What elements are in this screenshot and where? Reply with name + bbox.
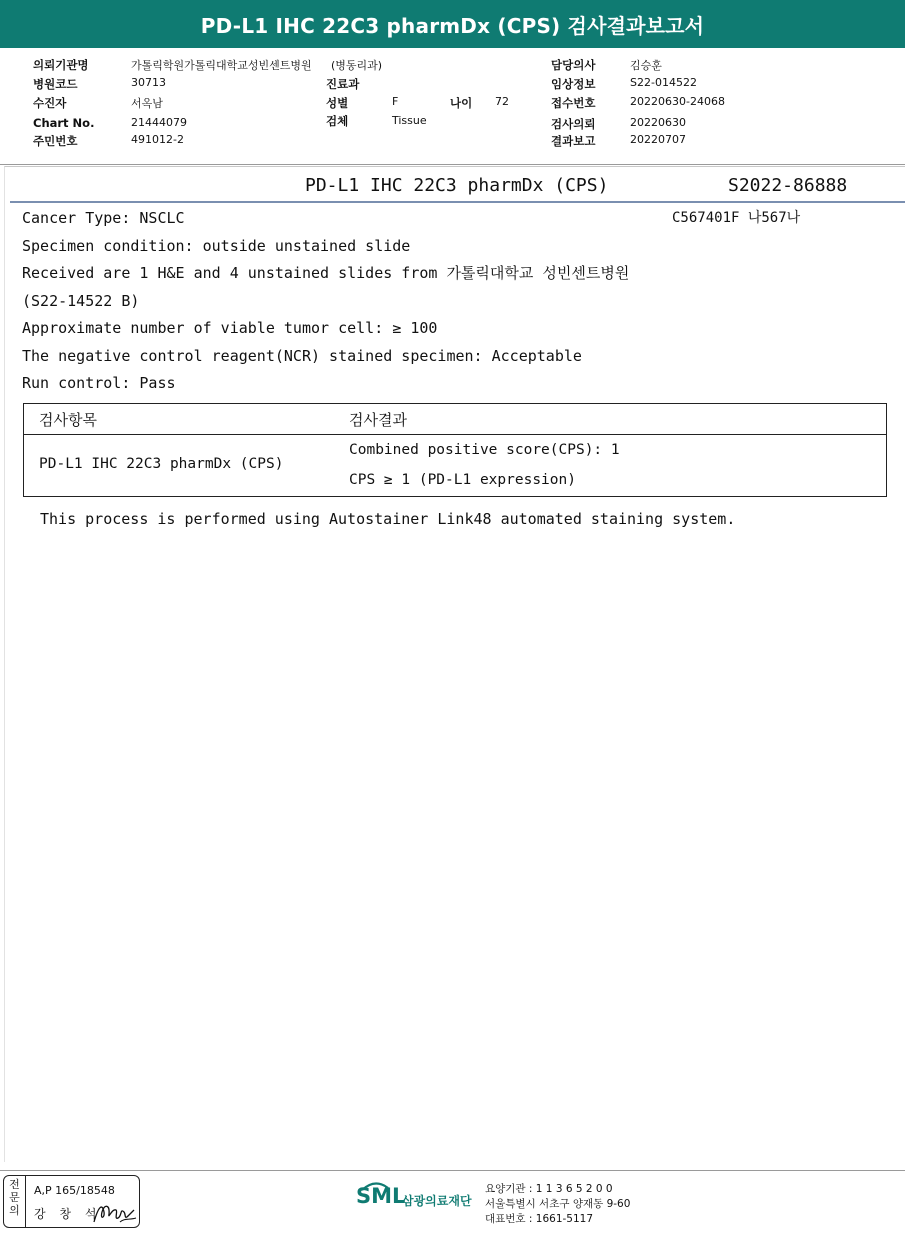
- hospital-code: 30713: [131, 76, 166, 89]
- label-resident-no: 주민번호: [33, 134, 78, 148]
- request-date: 20220630: [630, 116, 686, 129]
- viable-tumor-cells: Approximate number of viable tumor cell: ≥ 100: [22, 319, 438, 337]
- test-name: PD-L1 IHC 22C3 pharmDx (CPS): [305, 175, 609, 196]
- label-report-date: 결과보고: [551, 134, 596, 148]
- cancer-type: Cancer Type: NSCLC: [22, 209, 185, 227]
- table-header: [24, 404, 886, 435]
- header-rule: [10, 201, 905, 203]
- specimen-condition: Specimen condition: outside unstained slide: [22, 236, 411, 255]
- ap-number: A,P 165/18548: [34, 1184, 115, 1197]
- stamp-side-label: 전문의: [4, 1176, 26, 1227]
- label-doctor: 담당의사: [551, 58, 596, 72]
- address: 서울특별시 서초구 양재동 9-60: [485, 1198, 631, 1210]
- patient-name: 서옥남: [131, 97, 163, 110]
- result-table: [23, 403, 887, 497]
- report-body: [22, 207, 629, 400]
- footer-divider: [0, 1170, 905, 1171]
- received-slides: Received are 1 H&E and 4 unstained slides from 가톨릭대학교 성빈센트병원: [22, 264, 630, 282]
- divider: [0, 164, 905, 165]
- sml-logo: [356, 1182, 476, 1222]
- patient-info: [0, 55, 905, 165]
- run-control: Run control: Pass: [22, 374, 176, 392]
- label-patient: 수진자: [33, 96, 67, 110]
- label-department: 진료과: [326, 77, 360, 91]
- cps-interpretation: CPS ≥ 1 (PD-L1 expression): [349, 472, 576, 488]
- label-chart-no: Chart No.: [33, 116, 95, 130]
- process-note: This process is performed using Autostainer Link48 automated staining system.: [40, 510, 736, 528]
- negative-control: The negative control reagent(NCR) stained specimen: Acceptable: [22, 346, 582, 365]
- phone: 대표번호 : 1661-5117: [485, 1213, 594, 1225]
- institution-code: 요양기관 : 1 1 3 6 5 2 0 0: [485, 1183, 613, 1195]
- requesting-institution: 가톨릭학원가톨릭대학교성빈센트병원: [131, 59, 312, 72]
- label-request-date: 검사의뢰: [551, 117, 596, 131]
- label-sex: 성별: [326, 96, 349, 110]
- header-test-item: 검사항목: [39, 411, 97, 429]
- report-header: [0, 175, 905, 201]
- header-test-result: 검사결과: [349, 411, 407, 429]
- label-requesting-institution: 의뢰기관명: [33, 58, 89, 72]
- pathologist-name: 강 창 석: [34, 1207, 102, 1221]
- logo-mark: SML: [356, 1184, 406, 1208]
- cps-score: Combined positive score(CPS): 1: [349, 442, 620, 458]
- pathologist-stamp: [3, 1175, 140, 1228]
- report-title: PD-L1 IHC 22C3 pharmDx (CPS) 검사결과보고서: [0, 0, 905, 48]
- report-number: S2022-86888: [728, 175, 848, 196]
- label-hospital-code: 병원코드: [33, 77, 78, 91]
- slide-reference: (S22-14522 B): [22, 291, 140, 310]
- test-item: PD-L1 IHC 22C3 pharmDx (CPS): [39, 456, 284, 472]
- resident-no: 491012-2: [131, 133, 184, 146]
- specimen-code: C567401F 나567나: [672, 210, 801, 226]
- receipt-no: 20220630-24068: [630, 95, 725, 108]
- label-age: 나이: [450, 96, 473, 110]
- signature-icon: [90, 1198, 138, 1228]
- age: 72: [495, 95, 509, 108]
- logo-name: 삼광의료재단: [402, 1194, 472, 1208]
- sex: F: [392, 95, 399, 108]
- report-date: 20220707: [630, 133, 686, 146]
- footer-address: [485, 1182, 630, 1227]
- clinical-info: S22-014522: [630, 76, 697, 89]
- specimen: Tissue: [392, 114, 427, 127]
- ward-department: (병동리과): [331, 59, 383, 72]
- label-specimen: 검체: [326, 114, 349, 128]
- label-clinical-info: 임상정보: [551, 77, 596, 91]
- chart-no: 21444079: [131, 116, 187, 129]
- doctor: 김승훈: [630, 59, 662, 72]
- label-receipt-no: 접수번호: [551, 96, 596, 110]
